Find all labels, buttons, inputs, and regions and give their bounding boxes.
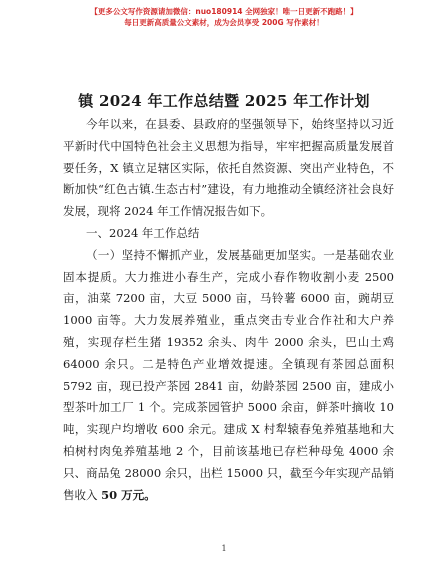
industry-paragraph xyxy=(63,245,394,507)
industry-paragraph-bold-end: 50 万元。 xyxy=(101,487,156,502)
page-number: 1 xyxy=(221,544,227,553)
promo-banner-line-1: 【更多公文写作资源请加微信：nuo180914 全网独家！唯一日更新不跑路！】 xyxy=(90,7,358,16)
section-heading: 一、2024 年工作总结 xyxy=(86,225,200,240)
industry-paragraph-text: （一）坚持不懈抓产业，发展基础更加坚实。一是基础农业固本提质。大力推进小春生产，完成小春作物收割小麦 2500 亩，油菜 7200 亩，大豆 5000 亩，马铃薯 6000 亩，豌胡豆 1000 亩等。大力发展养殖业，重点突击专业合作社和大户养殖，实现存栏生猪 19352 余头、肉牛 2000 余头，巴山土鸡 64000 余只。二是特色产业增效提速。全镇现有茶园总面积 5792 亩，现已投产茶园 2841 亩，幼龄茶园 2500 亩，建成小型茶叶加工厂 1 个。完成茶园管护 5000 余亩，鲜茶叶摘收 10 吨，实现户均增收 600 余元。建成 X 村犁辕春兔养殖基地和大柏树村肉兔养殖基地 2 个，目前该基地已存栏种母兔 4000 余只、商品兔 28000 余只，出栏 15000 只，截至今年实现产品销售收入 xyxy=(63,247,394,502)
promo-banner-line-2: 每日更新高质量公文素材，成为会员享受 200G 写作素材！ xyxy=(124,18,324,27)
promo-banner xyxy=(0,6,448,28)
intro-paragraph: 今年以来，在县委、县政府的坚强领导下，始终坚持以习近平新时代中国特色社会主义思想为指导，牢牢把握高质量发展首要任务，X 镇立足辖区实际，依托自然资源、突出产业特色，不断加快“红色古镇.生态古村”建设，有力地推动全镇经济社会良好发展，现将 2024 年工作情况报告如下。 xyxy=(63,117,394,219)
document-body xyxy=(63,114,394,506)
document-title: 镇 2024 年工作总结暨 2025 年工作计划 xyxy=(78,92,370,110)
